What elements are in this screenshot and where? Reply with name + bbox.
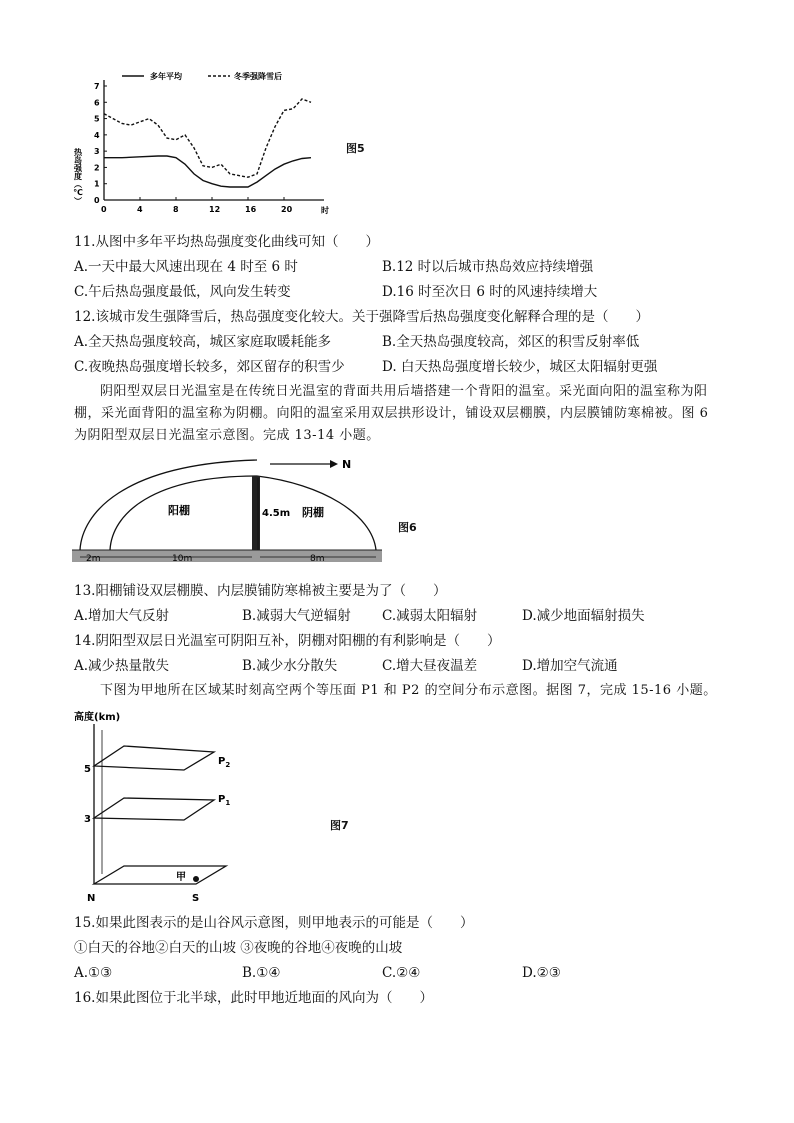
y-axis-label: 热岛强度（℃） [73, 148, 83, 205]
y-tick-label: 2 [94, 163, 100, 173]
figure-6-label: 图6 [398, 521, 417, 534]
x-tick-label: 12 [209, 205, 221, 214]
y-tick-labels [94, 82, 107, 205]
figure-5 [70, 68, 370, 228]
q11-option-b[interactable]: B.12 时以后城市热岛效应持续增强 [382, 259, 594, 275]
q15-choices: ①白天的谷地②白天的山坡 ③夜晚的谷地④夜晚的山坡 [74, 940, 403, 956]
figure-7 [70, 706, 270, 904]
q11-stem: 11.从图中多年平均热岛强度变化曲线可知（ ） [74, 234, 379, 250]
q13-option-c[interactable]: C.减弱太阳辐射 [382, 608, 478, 624]
q16-stem: 16.如果此图位于北半球，此时甲地近地面的风向为（ ） [74, 990, 433, 1006]
q12-option-b[interactable]: B.全天热岛强度较高，郊区的积雪反射率低 [382, 334, 640, 350]
chart-series [104, 99, 311, 187]
heat-island-chart [70, 68, 370, 228]
q14-option-c[interactable]: C.增大昼夜温差 [382, 658, 478, 674]
figure-5-label: 图5 [346, 142, 365, 155]
y-tick-label: 1 [94, 179, 100, 189]
q14-option-a[interactable]: A.减少热量散失 [74, 658, 170, 674]
yang-label: 阳棚 [168, 504, 190, 517]
isobaric-plane-p2 [94, 746, 214, 770]
figure-7-label: 图7 [330, 819, 349, 832]
series-line-average [104, 156, 311, 187]
q14-option-b[interactable]: B.减少水分散失 [242, 658, 338, 674]
yin-label: 阴棚 [302, 506, 324, 519]
q14-option-d[interactable]: D.增加空气流通 [522, 658, 618, 674]
y-tick-label: 6 [94, 98, 100, 108]
dim-2m-label: 2m [86, 554, 101, 564]
y-tick-label: 0 [94, 196, 100, 205]
dim-10m-label: 10m [172, 554, 193, 564]
x-axis-unit: 时 [321, 206, 329, 215]
jia-label: 甲 [176, 872, 186, 883]
q12-option-a[interactable]: A.全天热岛强度较高，城区家庭取暖耗能多 [74, 334, 332, 350]
x-tick-label: 16 [245, 205, 257, 214]
x-tick-label: 8 [173, 205, 179, 214]
passage-greenhouse: 阴阳型双层日光温室是在传统日光温室的背面共用后墙搭建一个背阳的温室。采光面向阳的温室称为阳棚，采光面背阳的温室称为阴棚。向阳的温室采用双层拱形设计，铺设双层棚膜，内层膜铺防寒棉被。图 6 为阴阳型双层日光温室示意图。完成 13-14 小题。 [74, 384, 709, 443]
passage-isobaric: 下图为甲地所在区域某时刻高空两个等压面 P1 和 P2 的空间分布示意图。据图 7，完成 15-16 小题。 [100, 683, 717, 698]
y-tick-label: 3 [94, 147, 100, 157]
chart-axes [104, 80, 324, 200]
q15-option-d[interactable]: D.②③ [522, 965, 561, 981]
x-tick-label: 0 [101, 205, 107, 214]
q15-option-b[interactable]: B.①④ [242, 965, 281, 981]
series-line-after-snow [104, 99, 311, 177]
jia-point [193, 876, 199, 882]
q12-option-d[interactable]: D. 白天热岛强度增长较少，城区太阳辐射更强 [382, 359, 658, 375]
tick-5: 5 [84, 764, 91, 775]
n-label: N [87, 893, 96, 904]
q13-option-b[interactable]: B.减弱大气逆辐射 [242, 608, 351, 624]
q13-option-d[interactable]: D.减少地面辐射损失 [522, 608, 645, 624]
height-label: 4.5m [262, 508, 291, 519]
x-tick-label: 20 [281, 205, 293, 214]
ground-plane [94, 866, 226, 884]
p1-label: $P_1$ [218, 794, 231, 807]
tick-3: 3 [84, 814, 91, 825]
q11-option-a[interactable]: A.一天中最大风速出现在 4 时至 6 时 [74, 259, 298, 275]
figure-6 [72, 454, 392, 572]
q12-stem: 12.该城市发生强降雪后，热岛强度变化较大。关于强降雪后热岛强度变化解释合理的是（ ） [74, 309, 649, 325]
s-label: S [192, 893, 200, 904]
p2-label: $P_2$ [218, 756, 231, 769]
north-label: N [342, 458, 352, 471]
ground-band [72, 550, 382, 562]
height-axis-label: 高度(km) [74, 712, 121, 723]
north-arrow-head [330, 460, 338, 468]
q14-stem: 14.阴阳型双层日光温室可阴阳互补，阴棚对阳棚的有利影响是（ ） [74, 633, 501, 649]
q11-option-d[interactable]: D.16 时至次日 6 时的风速持续增大 [382, 284, 598, 300]
legend-series1: 多年平均 [150, 72, 182, 81]
y-tick-label: 7 [94, 82, 100, 91]
q15-option-c[interactable]: C.②④ [382, 965, 421, 981]
q15-option-a[interactable]: A.①③ [74, 965, 113, 981]
back-wall [252, 476, 260, 550]
dim-8m-label: 8m [310, 554, 325, 564]
q13-option-a[interactable]: A.增加大气反射 [74, 608, 170, 624]
y-tick-label: 5 [94, 114, 100, 124]
y-tick-label: 4 [94, 130, 100, 140]
q11-option-c[interactable]: C.午后热岛强度最低，风向发生转变 [74, 284, 291, 300]
q13-stem: 13.阳棚铺设双层棚膜、内层膜铺防寒棉被主要是为了（ ） [74, 583, 447, 599]
legend-series2: 冬季强降雪后 [234, 72, 282, 81]
x-tick-label: 4 [137, 205, 143, 214]
q15-stem: 15.如果此图表示的是山谷风示意图，则甲地表示的可能是（ ） [74, 915, 474, 931]
q12-option-c[interactable]: C.夜晚热岛强度增长较多，郊区留存的积雪少 [74, 359, 345, 375]
isobaric-plane-p1 [94, 798, 214, 820]
